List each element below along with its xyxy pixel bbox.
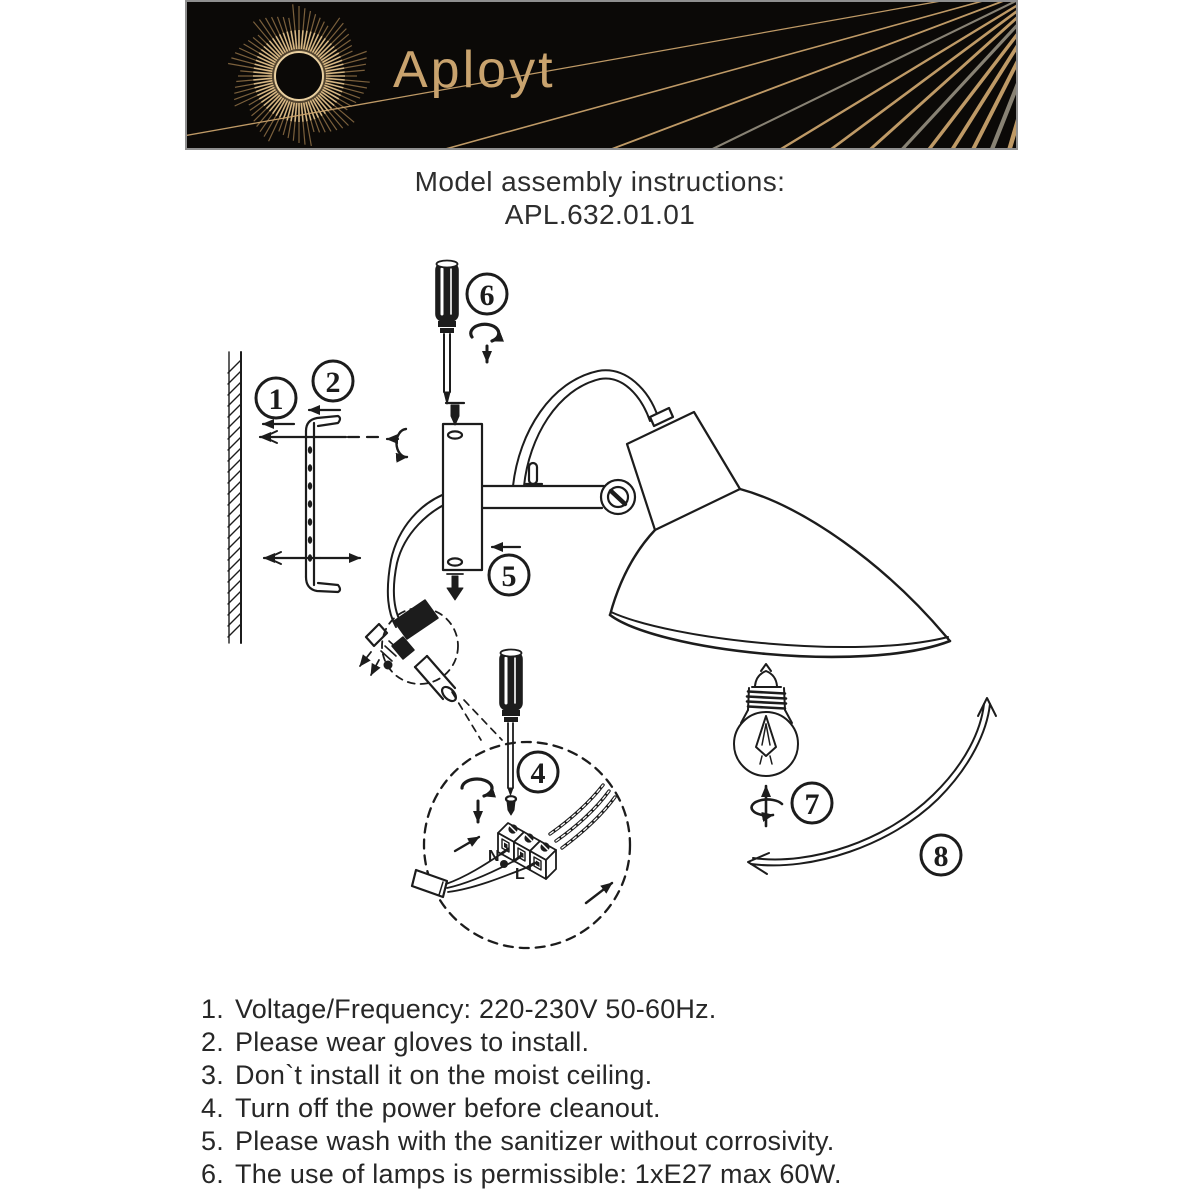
- plug-assembly: [360, 600, 502, 740]
- item-number: 2.: [201, 1027, 224, 1057]
- rotate-icon: [471, 324, 499, 362]
- step-7-marker: [792, 783, 832, 823]
- step-markers: [256, 274, 961, 875]
- step-5-marker: [489, 555, 529, 595]
- step-6-marker: [467, 274, 507, 314]
- svg-text:1: 1: [268, 383, 284, 416]
- switch-toggle: [529, 463, 537, 484]
- screwdriver-icon: [436, 261, 458, 405]
- title-line2-model-code: APL.632.01.01: [504, 199, 696, 230]
- svg-text:2: 2: [325, 366, 341, 399]
- starburst-core: [274, 51, 324, 101]
- list-item: [201, 1158, 842, 1191]
- item-number: 1.: [201, 994, 224, 1024]
- item-number: 4.: [201, 1093, 224, 1123]
- bracket-holes: [308, 446, 312, 562]
- step-1-marker: [256, 378, 296, 418]
- item-number: 5.: [201, 1126, 224, 1156]
- list-item: [201, 1026, 842, 1059]
- brand-banner: [185, 0, 1018, 150]
- light-bulb-icon: [734, 664, 798, 776]
- svg-text:8: 8: [933, 840, 949, 873]
- wire-label-live: L: [515, 866, 525, 883]
- step-8-marker: [921, 835, 961, 875]
- item-text: Voltage/Frequency: 220-230V 50-60Hz.: [235, 994, 717, 1024]
- document-title: [0, 165, 1200, 231]
- wire-label-neutral: N: [488, 848, 500, 865]
- ground-dot: [500, 860, 508, 868]
- mounting-screw-bottom: [447, 574, 463, 600]
- svg-text:4: 4: [530, 757, 546, 790]
- list-item: [201, 1059, 842, 1092]
- rotate-icon: [396, 429, 407, 457]
- rotate-icon: [462, 779, 492, 822]
- item-number: 6.: [201, 1159, 224, 1189]
- step-2-marker: [313, 361, 353, 401]
- wall-plate: [443, 403, 482, 600]
- fixture-wires: [550, 785, 615, 848]
- item-text: The use of lamps is permissible: 1xE27 max 60W.: [235, 1159, 842, 1189]
- list-item: [201, 1092, 842, 1125]
- item-text: Don`t install it on the moist ceiling.: [235, 1060, 653, 1090]
- item-text: Please wear gloves to install.: [235, 1027, 590, 1057]
- item-number: 3.: [201, 1060, 224, 1090]
- rotate-icon: [752, 786, 782, 826]
- lamp-arm: [483, 370, 740, 530]
- lamp-socket-housing: [627, 412, 740, 530]
- assembly-diagram: [0, 240, 1200, 1000]
- mounting-screw-top: [446, 403, 464, 425]
- terminal-screw: [506, 796, 516, 815]
- safety-instructions-list: [201, 993, 842, 1191]
- step-4-marker: [518, 752, 558, 792]
- item-text: Turn off the power before cleanout.: [235, 1093, 661, 1123]
- brand-logo-text: Aployt: [393, 41, 556, 99]
- title-line1: Model assembly instructions:: [414, 166, 786, 197]
- wall-section: [228, 352, 241, 643]
- wiring-detail-view: [412, 650, 630, 949]
- list-item: [201, 993, 842, 1026]
- item-text: Please wash with the sanitizer without corrosivity.: [235, 1126, 835, 1156]
- list-item: [201, 1125, 842, 1158]
- svg-text:6: 6: [479, 279, 495, 312]
- svg-text:7: 7: [804, 788, 820, 821]
- mounting-bracket: [306, 416, 340, 592]
- svg-text:5: 5: [501, 560, 517, 593]
